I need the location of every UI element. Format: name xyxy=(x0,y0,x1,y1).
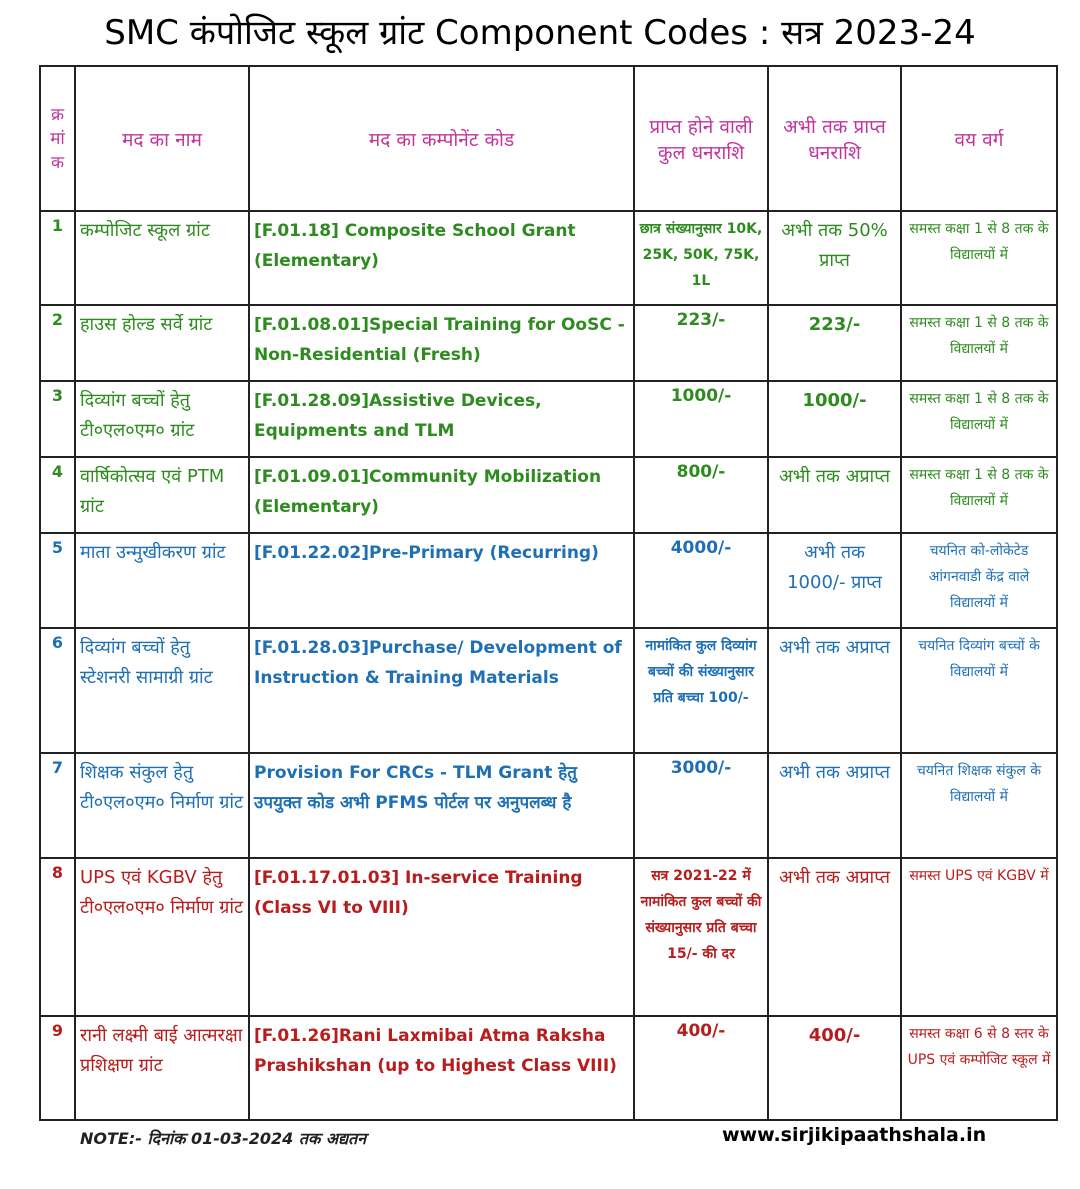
row-sn: 4 xyxy=(40,457,75,533)
row-name: दिव्यांग बच्चों हेतु स्टेशनरी सामाग्री ग्रांट xyxy=(75,628,249,753)
row-received: अभी तक अप्राप्त xyxy=(768,858,901,1016)
row-total: 800/- xyxy=(634,457,768,533)
row-name: माता उन्मुखीकरण ग्रांट xyxy=(75,533,249,628)
row-name: कम्पोजिट स्कूल ग्रांट xyxy=(75,211,249,305)
row-total: सत्र 2021-22 में नामांकित कुल बच्चों की संख्यानुसार प्रति बच्चा 15/- की दर xyxy=(634,858,768,1016)
row-sn: 3 xyxy=(40,381,75,457)
row-total: नामांकित कुल दिव्यांग बच्चों की संख्यानुसार प्रति बच्चा 100/- xyxy=(634,628,768,753)
row-code: [F.01.22.02]Pre-Primary (Recurring) xyxy=(249,533,634,628)
row-total: 223/- xyxy=(634,305,768,381)
table-row xyxy=(40,753,1057,858)
row-sn: 1 xyxy=(40,211,75,305)
row-total: छात्र संख्यानुसार 10K, 25K, 50K, 75K, 1L xyxy=(634,211,768,305)
row-total: 3000/- xyxy=(634,753,768,858)
row-sn: 7 xyxy=(40,753,75,858)
row-age: समस्त UPS एवं KGBV में xyxy=(901,858,1057,1016)
table-row xyxy=(40,305,1057,381)
row-name: दिव्यांग बच्चों हेतु टी०एल०एम० ग्रांट xyxy=(75,381,249,457)
header-name: मद का नाम xyxy=(75,66,249,211)
row-age: चयनित को-लोकेटेड आंगनवाडी केंद्र वाले विद्यालयों में xyxy=(901,533,1057,628)
update-note: NOTE:- दिनांक 01-03-2024 तक अद्यतन xyxy=(80,1129,367,1148)
row-received: अभी तक अप्राप्त xyxy=(768,457,901,533)
row-age: समस्त कक्षा 6 से 8 स्तर के UPS एवं कम्पोजिट स्कूल में xyxy=(901,1016,1057,1120)
row-age: चयनित दिव्यांग बच्चों के विद्यालयों में xyxy=(901,628,1057,753)
header-code: मद का कम्पोनेंट कोड xyxy=(249,66,634,211)
row-received: अभी तक अप्राप्त xyxy=(768,628,901,753)
row-sn: 6 xyxy=(40,628,75,753)
row-age: समस्त कक्षा 1 से 8 तक के विद्यालयों में xyxy=(901,381,1057,457)
table-row xyxy=(40,628,1057,753)
row-code: Provision For CRCs - TLM Grant हेतु उपयुक्त कोड अभी PFMS पोर्टल पर अनुपलब्ध है xyxy=(249,753,634,858)
table-row xyxy=(40,381,1057,457)
row-received: अभी तक 1000/- प्राप्त xyxy=(768,533,901,628)
row-sn: 2 xyxy=(40,305,75,381)
row-total: 4000/- xyxy=(634,533,768,628)
row-code: [F.01.18] Composite School Grant (Elementary) xyxy=(249,211,634,305)
header-age: वय वर्ग xyxy=(901,66,1057,211)
row-sn: 5 xyxy=(40,533,75,628)
page-title: SMC कंपोजिट स्कूल ग्रांट Component Codes : सत्र 2023-24 xyxy=(104,13,976,53)
row-code: [F.01.26]Rani Laxmibai Atma Raksha Prashikshan (up to Highest Class VIII) xyxy=(249,1016,634,1120)
table-row xyxy=(40,211,1057,305)
row-received: 223/- xyxy=(768,305,901,381)
row-name: हाउस होल्ड सर्वे ग्रांट xyxy=(75,305,249,381)
row-received: अभी तक अप्राप्त xyxy=(768,753,901,858)
row-name: रानी लक्ष्मी बाई आत्मरक्षा प्रशिक्षण ग्रांट xyxy=(75,1016,249,1120)
row-name: UPS एवं KGBV हेतु टी०एल०एम० निर्माण ग्रांट xyxy=(75,858,249,1016)
header-received: अभी तक प्राप्त धनराशि xyxy=(768,66,901,211)
header-total: प्राप्त होने वाली कुल धनराशि xyxy=(634,66,768,211)
row-code: [F.01.09.01]Community Mobilization (Elementary) xyxy=(249,457,634,533)
row-age: समस्त कक्षा 1 से 8 तक के विद्यालयों में xyxy=(901,211,1057,305)
component-codes-table xyxy=(39,65,1058,1121)
row-name: वार्षिकोत्सव एवं PTM ग्रांट xyxy=(75,457,249,533)
row-code: [F.01.17.01.03] In-service Training (Class VI to VIII) xyxy=(249,858,634,1016)
row-code: [F.01.08.01]Special Training for OoSC - Non-Residential (Fresh) xyxy=(249,305,634,381)
row-name: शिक्षक संकुल हेतु टी०एल०एम० निर्माण ग्रांट xyxy=(75,753,249,858)
row-age: समस्त कक्षा 1 से 8 तक के विद्यालयों में xyxy=(901,305,1057,381)
header-sn: क्र मां क xyxy=(40,66,75,211)
row-received: अभी तक 50% प्राप्त xyxy=(768,211,901,305)
row-received: 400/- xyxy=(768,1016,901,1120)
row-sn: 9 xyxy=(40,1016,75,1120)
header-row xyxy=(40,66,1057,211)
row-code: [F.01.28.03]Purchase/ Development of Instruction & Training Materials xyxy=(249,628,634,753)
table-row xyxy=(40,1016,1057,1120)
row-age: चयनित शिक्षक संकुल के विद्यालयों में xyxy=(901,753,1057,858)
table-row xyxy=(40,533,1057,628)
row-received: 1000/- xyxy=(768,381,901,457)
row-code: [F.01.28.09]Assistive Devices, Equipments and TLM xyxy=(249,381,634,457)
row-sn: 8 xyxy=(40,858,75,1016)
table-row xyxy=(40,858,1057,1016)
website-link[interactable]: www.sirjikipaathshala.in xyxy=(722,1124,987,1146)
row-total: 400/- xyxy=(634,1016,768,1120)
row-age: समस्त कक्षा 1 से 8 तक के विद्यालयों में xyxy=(901,457,1057,533)
row-total: 1000/- xyxy=(634,381,768,457)
table-row xyxy=(40,457,1057,533)
